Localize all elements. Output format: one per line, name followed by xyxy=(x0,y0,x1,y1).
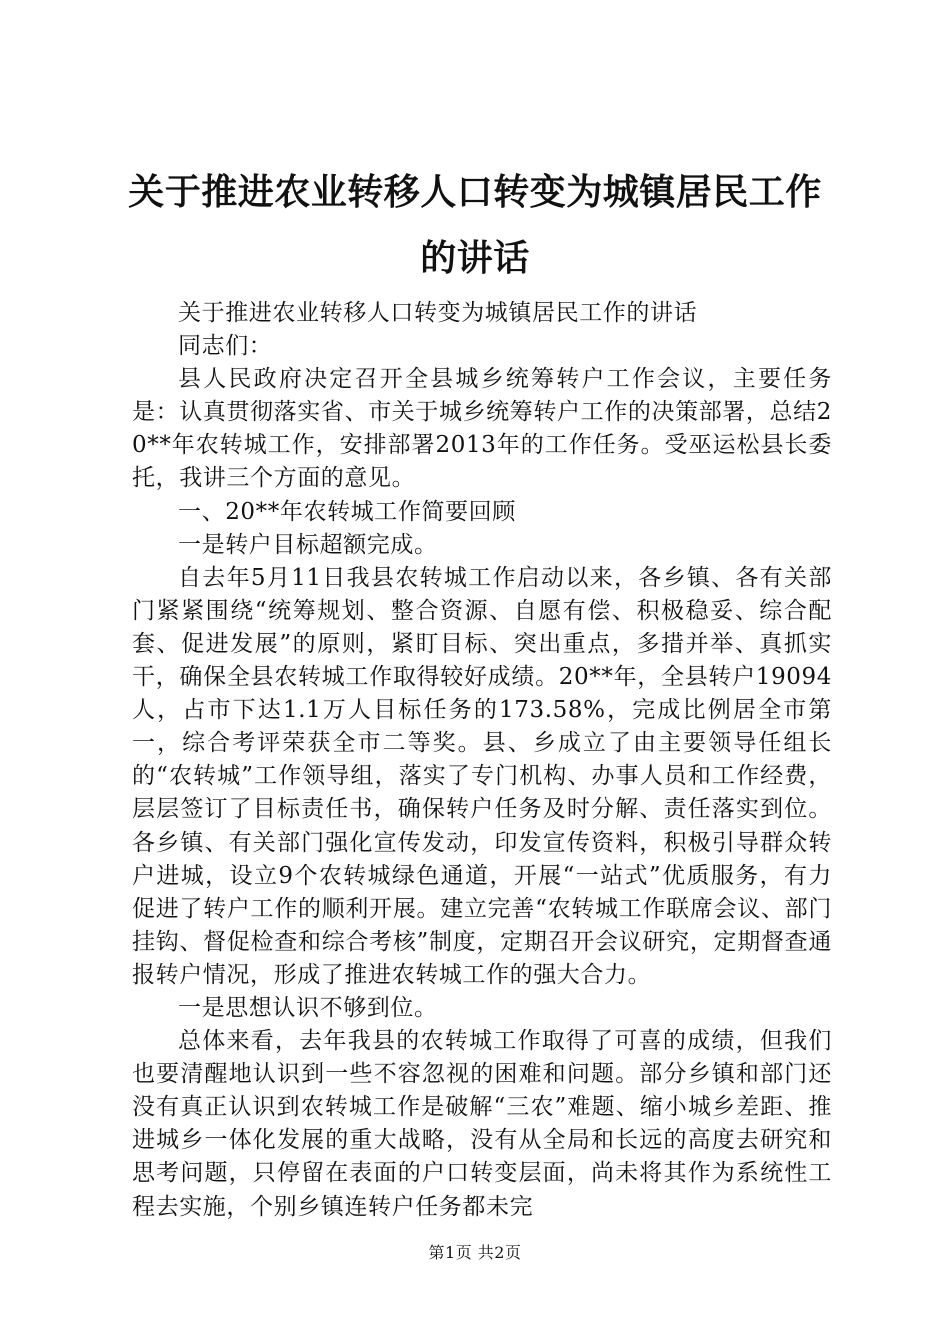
page-footer: 第1页 共2页 xyxy=(428,1243,522,1262)
paragraph-salutation: 同志们： xyxy=(178,333,273,360)
paragraph-intro: 县人民政府决定召开全县城乡统筹转户工作会议，主要任务是：认真贯彻落实省、市关于城乡统筹转户工作的决策部署，总结20**年农转城工作，安排部署2013年的工作任务。受巫运松县长委托，我讲三个方面的意见。 xyxy=(132,366,832,492)
subheading-awareness: 一是思想认识不够到位。 xyxy=(178,994,438,1021)
paragraph-problems: 总体来看，去年我县的农转城工作取得了可喜的成绩，但我们也要清醒地认识到一些不容忽视的困难和问题。部分乡镇和部门还没有真正认识到农转城工作是破解“三农”难题、缩小城乡差距、推进城乡一体化发展的重大战略，没有从全局和长远的高度去研究和思考问题，只停留在表面的户口转变层面，尚未将其作为系统性工程去实施，个别乡镇连转户任务都未完 xyxy=(132,1028,832,1220)
document-body xyxy=(132,297,832,1224)
document-title: 关于推进农业转移人口转变为城镇居民工作的讲话 xyxy=(128,172,822,279)
paragraph-review: 自去年5月11日我县农转城工作启动以来，各乡镇、各有关部门紧紧围绕“统筹规划、整合资源、自愿有偿、积极稳妥、综合配套、促进发展”的原则，紧盯目标、突出重点，多措并举、真抓实干，确保全县农转城工作取得较好成绩。20**年，全县转户19094人，占市下达1.1万人目标任务的173.58%，完成比例居全市第一，综合考评荣获全市二等奖。县、乡成立了由主要领导任组长的“农转城”工作领导组，落实了专门机构、办事人员和工作经费，层层签订了目标责任书，确保转户任务及时分解、责任落实到位。各乡镇、有关部门强化宣传发动，印发宣传资料，积极引导群众转户进城，设立9个农转城绿色通道，开展“一站式”优质服务，有力促进了转户工作的顺利开展。建立完善“农转城工作联席会议、部门挂钩、督促检查和综合考核”制度，定期召开会议研究，定期督查通报转户情况，形成了推进农转城工作的强大合力。 xyxy=(132,564,832,988)
subheading-target-exceeded: 一是转户目标超额完成。 xyxy=(178,531,438,558)
paragraph-subtitle: 关于推进农业转移人口转变为城镇居民工作的讲话 xyxy=(178,300,698,326)
section-heading: 一、20**年农转城工作简要回顾 xyxy=(178,498,516,525)
